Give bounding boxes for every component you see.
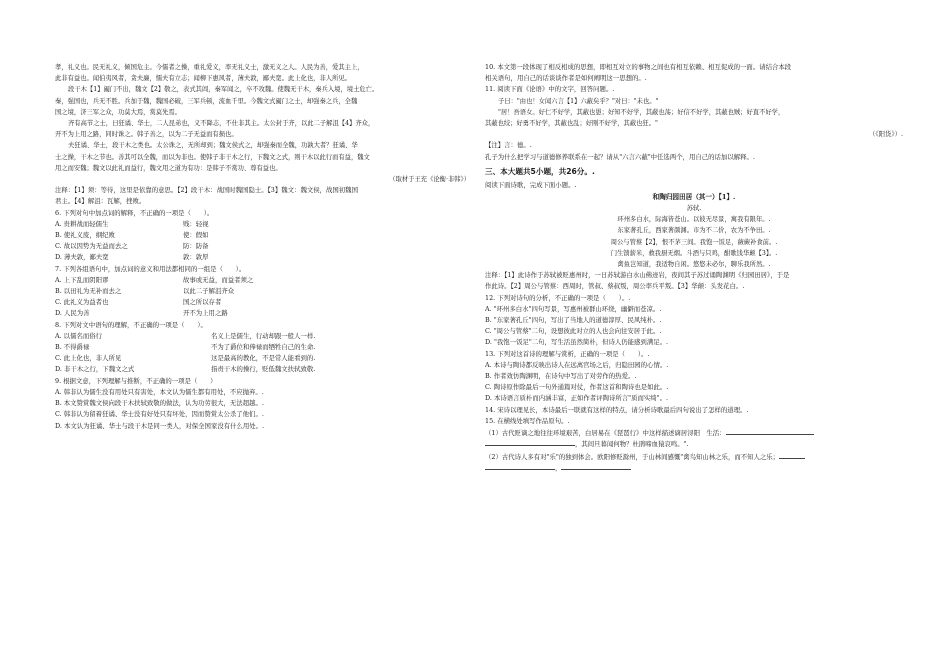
q6-stem: 6. 下列对句中加点词的解释，不正确的一项是（ ）。 [55,208,214,217]
q6-option-c[interactable]: C. 故以因势为无益而去之 防：防备 [55,242,209,251]
section-heading: 三、本大题共5小题，共26分。. [485,166,595,176]
q12-option-a[interactable]: A. "环州多白水"四句写景，写惠州被群山环绕，幽僻而苍凉。. [485,304,662,313]
q15-item-1-cont: ，其间旦暮闻何物？杜鹃啼血猿哀鸣。". [485,439,903,450]
lunyu-note: 【注】言：德。. [485,141,532,150]
q7-option-b[interactable]: B. 以田礼为无补而去之 以此二子解沮齐众 [55,287,235,296]
q9-option-d[interactable]: D. 本文认为狂谲、华士与段干木是同一类人，对保全国家没有什么用处。. [55,421,265,430]
passage-line: 国之境，济三军之众，功莫大焉，赏莫先焉。 [55,108,181,116]
passage-line: 段干木【1】阖门不出，魏文【2】敬之，表式其闾，秦军闻之，卒不攻魏。使魏无干木，秦兵入境，境土危亡。 [68,86,379,94]
poem-line: 环州多白水，际海皆苍山。以彼无尽景，寓我有限年。. [617,216,771,224]
poem-title: 和陶归园田居（其一）【1】. [652,193,736,202]
q7-option-c[interactable]: C. 此礼义为益者也 国之所以存者 [55,298,222,307]
q13-option-d[interactable]: D. 本诗语言质朴而内涵丰富，正如作者评陶诗所言"质而实绮"。. [485,394,669,403]
q8-option-c[interactable]: C. 此上化也，非人所见 这是最高的教化，不是常人能看到的. [55,354,316,363]
q7-option-d[interactable]: D. 人民为善 开不为上用之路 [55,309,228,318]
answer-blank[interactable] [485,463,555,470]
poem-author: 苏轼. [686,205,702,213]
q12-stem: 12. 下列对诗句的分析，不正确的一项是（ ）。. [485,293,631,302]
q10-line: 10. 本文第一段体现了相反相成的思想，即相互对立的事物之间也有相互依赖、相互促成的一面。请结合本段 [485,63,792,71]
answer-blank[interactable] [779,452,805,459]
q6-option-d[interactable]: D. 薄夫敦，鄙夫宽 敦：敦厚 [55,253,209,262]
q9-option-c[interactable]: C. 韩非认为留着狂谲、华士没有好处只有坏处，因而赞赏太公杀了他们。. [55,410,264,419]
q11-intro: 11. 阅读下面《论语》中的文字，回答问题。. [485,85,615,94]
q15-item-2-cont: ， [485,463,903,474]
q14-line: 14. 宋诗以理见长，本诗最后一联就有这样的特点，请分析诗歌最后四句说出了怎样的道理。. [485,405,749,414]
q6-option-a[interactable]: A. 贵耕战而轻儒生 贱：轻视 [55,219,209,228]
q12-option-b[interactable]: B. "东家著孔丘"四句，写出了当地人的道德淳厚、民风纯朴。. [485,316,662,325]
passage-line: 孝，礼义也。民无礼义，倾国危主。今儒者之操，重礼爱义，率无礼义士，激无义之人。人民为善，爱其主上， [55,64,364,71]
q6-option-b[interactable]: B. 使礼义废，纲纪败 使：假如 [55,231,209,240]
q11-question: 孔子为什么把学习与道德修养联系在一起？请从"六言六蔽"中任选两个，用自己的话加以解释。. [485,152,755,161]
poem-notes-line: 注释：【1】此诗作于苏轼被贬惠州时，一日苏轼游白水山佛迹岩，夜间其子苏过诵陶渊明《归园田居》，于是 [485,271,790,280]
passage-line: 齐有高节之士，曰狂谲、华士，二人昆弟也，义不降志，不仕非其主。太公封于齐，以此二子解沮【4】齐众， [68,120,375,128]
q13-stem: 13. 下列对这首诗的理解与赏析，正确的一项是（ ）。. [485,349,650,358]
q15-item-1: （1）古代贬谪之地往往环境艰苦，白居易在《琵琶行》中这样描述谪居浔阳 生活： [485,428,903,439]
q7-option-a[interactable]: A. 上下乱而阴阳谬 故事或无益，而益者须之 [55,275,254,284]
q13-option-c[interactable]: C. 陶诗原作除最后一句外通篇对仗，作者这首和陶诗也是如此。. [485,383,669,392]
lunyu-line: 其蔽也绞；好勇不好学，其蔽也乱；好刚不好学，其蔽也狂。" [485,120,658,128]
passage-line: 秦，强国也，兵无不胜。兵加于魏，魏国必破，三军兵顿，流血千里。今魏文式阖门之士，却强秦之兵，全魏 [55,97,358,105]
right-column [485,62,903,474]
passage-source: （取材于王充《论衡·非韩》） [389,176,470,184]
q15-item-2: （2）古代诗人多有对"乐"的独到体会。欧阳修贬滁州，于山林间感慨"禽鸟知山林之乐，而不知人之乐； [485,452,903,463]
read-prompt: 阅读下面诗歌，完成下面小题。. [485,180,577,189]
answer-blank[interactable] [726,428,814,435]
q8-option-a[interactable]: A. 以儒名而俗行 名义上是儒生，行动却跟一般人一样. [55,331,316,340]
q8-option-d[interactable]: D. 非干木之行，下魏文之式 指责干木的操行，贬低魏文扶轼致敬. [55,365,316,374]
q7-stem: 7. 下列各组语句中，加点词的意义和用法都相同的一组是（ ）。 [55,264,246,273]
q13-option-b[interactable]: B. 作者效仿陶渊明，在诗句中写出了对劳作的热爱。. [485,372,637,381]
q12-option-d[interactable]: D. "我饱一饭足"二句，写生活虽然简朴，但诗人仍能感到满足。. [485,338,669,347]
lunyu-line: "居！吾语女。好仁不好学，其蔽也愚；好知不好学，其蔽也荡；好信不好学，其蔽也贼；好直不好学， [498,108,785,116]
passage-line: 夫狂谲、华士，段干木之类也。太公诛之，无所却到；魏文侯式之，却强秦而全魏，功孰大者？狂谲、华 [68,142,358,150]
poem-line: 禽鱼岂知道，我适物自闲。悠悠未必尔，聊乐我所然。. [617,261,771,269]
passage-line: 此非有益也。闻伯夷风者，贪夫廉，懦夫有立志；闻柳下惠风者，薄夫敦，鄙夫宽。此上化也，非人所见。 [55,75,351,83]
notes-line: 君主。【4】解沮：瓦解，挫败。 [55,197,146,206]
poem-notes-line: 作此诗。【2】周公与管蔡：西周时，管叔、蔡叔叛，周公率兵平叛。【3】华颠：头发花白。. [485,282,745,291]
passage-line: 开不为上用之路，同时诛之。韩子善之，以为二子无益而有损也。 [55,131,238,139]
q12-option-c[interactable]: C. "周公与管蔡"二句，设想彼此对立的人也会向往安居于此。. [485,327,662,336]
q9-stem: 9. 根据文意，下列理解与推断，不正确的一项是（ ） [55,376,217,385]
left-column [55,62,470,432]
q10-line: 相关语句，用自己的话谈谈作者是如何阐明这一思想的。. [485,74,647,83]
q15-stem: 15. 在横线处填写作品原句。. [485,416,570,425]
poem-line: 门生馈薪米，救我厨无烟。斗酒与只鸡，酣歌饯华颠【3】。. [610,249,778,257]
q13-option-a[interactable]: A. 本诗与陶诗都反映出诗人在远离官场之后，归隐田园的心情。. [485,360,669,369]
notes-line: 注释：【1】须：等待，这里是依靠的意思。【2】段干木：战国时魏国隐士。【3】魏文：魏文侯，战国初魏国 [55,186,358,195]
lunyu-source: （《阳货》）. [869,130,903,139]
q9-option-a[interactable]: A. 韩非认为儒生没有用处只有害处，本文认为儒生都有用处，不应抛弃。. [55,387,264,396]
q8-option-b[interactable]: B. 不得爵禄 不为了爵位和俸禄而牺牲自己的生命. [55,343,316,352]
lunyu-line: 子曰："由也！女闻六言【1】六蔽矣乎？"对曰："未也。" [498,97,659,105]
poem-line: 东家著孔丘，西家著颜渊。市为不二价，农为不争田。. [617,227,771,235]
passage-line: 士之操，干木之节也。善其可以全魏，而以为非也。使韩子非干木之行，下魏文之式，则干木以此行而有益，魏文 [55,153,370,161]
q9-option-b[interactable]: B. 本文赞赏魏文侯向段干木扶轼致敬的做法，认为功劳很大，无法超越。. [55,399,264,408]
answer-blank[interactable] [485,439,575,446]
answer-blank[interactable] [561,463,631,470]
poem-line: 周公与管蔡【2】，恨不茅三间。我饱一饭足，薇蕨补食前。. [610,238,778,246]
q8-stem: 8. 下列对文中语句的理解，不正确的一项是（ ）。 [55,320,207,329]
passage-line: 用之而安魏；魏文以此礼而益行，魏文用之道为有功：是韩子不赏功、尊有益也。 [55,164,282,172]
